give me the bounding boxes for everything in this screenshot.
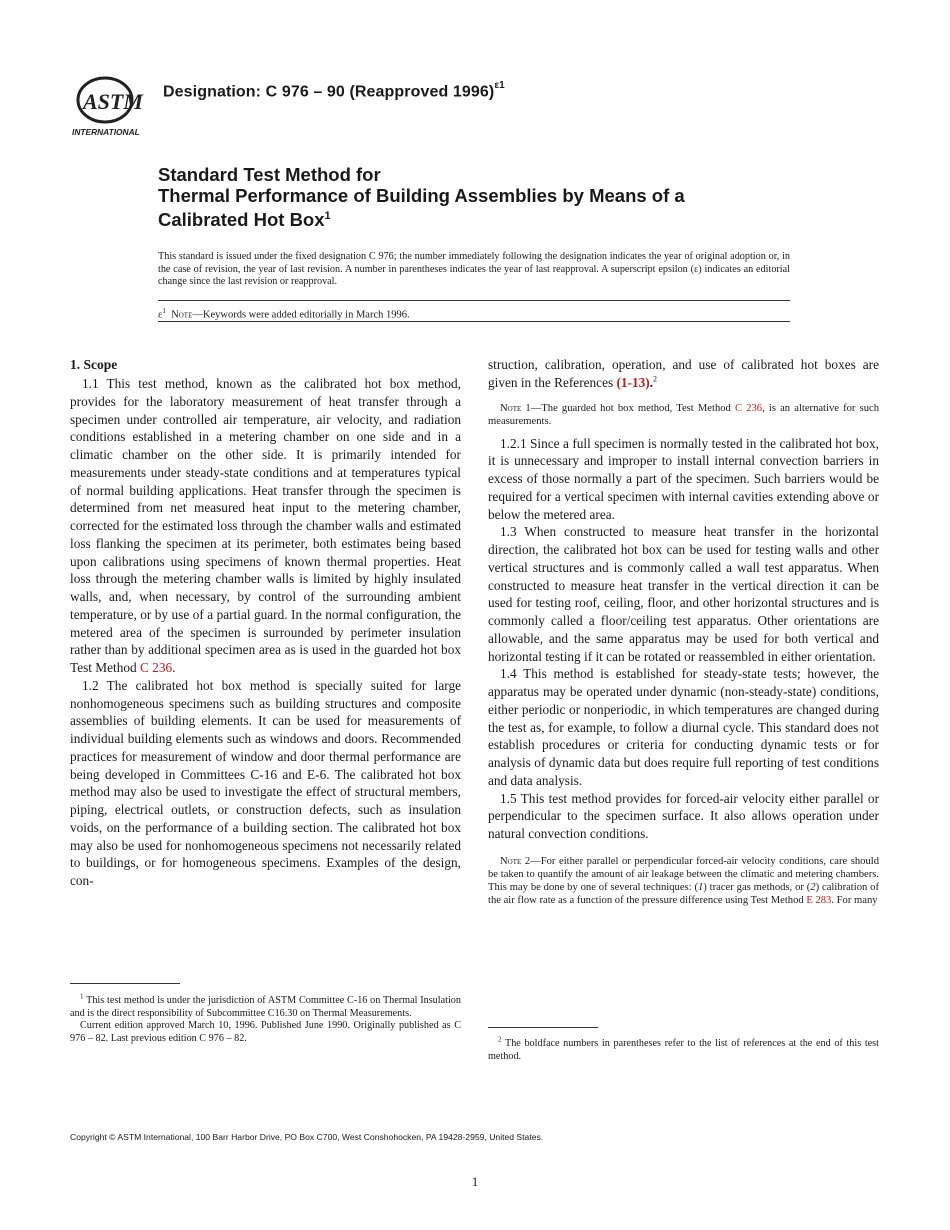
footnote-1 — [70, 992, 461, 1020]
footnote-rule-right — [488, 1027, 598, 1028]
note-2 — [488, 855, 879, 907]
footnotes-left — [70, 992, 461, 1045]
paragraph-1-1-end: . — [172, 660, 176, 675]
title-line-2: Thermal Performance of Building Assemblies by Means of a — [158, 184, 685, 206]
references-link[interactable]: (1-13) — [616, 374, 650, 390]
designation — [163, 82, 505, 101]
paragraph-1-2-continued — [488, 356, 879, 392]
paragraph-1-1 — [70, 375, 461, 677]
astm-logo-icon — [70, 73, 152, 139]
note-2-item-2: 2 — [810, 881, 816, 893]
footnote-rule-left — [70, 983, 180, 984]
title-line-3-text: Calibrated Hot Box — [158, 209, 325, 231]
footnote-1-mark: 1 — [80, 992, 84, 1001]
document-title — [158, 165, 858, 231]
paragraph-1-2-cont-end: . — [649, 374, 654, 390]
footnote-1b: Current edition approved March 10, 1996. Published June 1990. Originally published as C 976 – 82. Last previous edition C 976 – 82. — [70, 1020, 461, 1044]
note-2-text-b: ) tracer gas methods, or ( — [703, 881, 811, 893]
preamble-rule-bottom — [158, 321, 790, 322]
note-1-text-a: 1—The guarded hot box method, Test Method — [521, 402, 735, 414]
designation-sup: ε1 — [494, 80, 505, 91]
paragraph-1-3: 1.3 When constructed to measure heat transfer in the horizontal direction, the calibrated hot box can be used for testing walls and other vertical structures and is commonly called a wall test apparatus. When constructed to measure heat transfer in the vertical direction it can be used for testing roof, ceiling, floor, and other horizontal structures and is commonly called a floor/ceiling test apparatus. Other orientations are allowable, and the same apparatus may be used for both vertical and horizontal testing if it can be rotated or reassembled in either orientation. — [488, 524, 879, 664]
preamble-rule-top — [158, 300, 790, 301]
designation-text: Designation: C 976 – 90 (Reapproved 1996) — [163, 83, 495, 101]
epsilon-symbol: ε — [158, 309, 163, 321]
note-2-text-c: ) calibration of the air flow rate as a function of the pressure difference using Test Method — [488, 881, 879, 906]
note-2-label: Note — [500, 855, 522, 867]
epsilon-sup: 1 — [162, 307, 166, 315]
preamble: This standard is issued under the fixed designation C 976; the number immediately following the designation indicates the year of original adoption or, in the case of revision, the year of last revision. A number in parentheses indicates the year of last reapproval. A superscript epsilon (ε) indicates an editorial change since the last revision or reapproval. — [158, 251, 790, 288]
editorial-note-text: —Keywords were added editorially in March 1996. — [192, 309, 410, 321]
right-column — [488, 356, 879, 914]
footnote-1-text: This test method is under the jurisdiction of ASTM Committee C-16 on Thermal Insulation and is the direct responsibility of Subcommittee C16.30 on Thermal Measurements. — [70, 995, 461, 1019]
paragraph-1-1-text: 1.1 This test method, known as the calibrated hot box method, provides for the laboratory measurement of heat transfer through a specimen under controlled air temperature, air velocity, and radiation conditions established in a metering chamber on one side and in a climatic chamber on the other side. It is primarily intended for measurements under steady-state conditions and at temperatures typical of normal building applications. Heat transfer through the specimen is determined from net measured heat input to the metering chamber, corrected for the estimated loss through the chamber walls and estimated loss flanking the specimen at its perimeter, both estimates being based upon calibrations using specimens of known thermal properties. Heat loss through the metering chamber walls is limited by highly insulated walls, and, when necessary, by control of the surrounding ambient temperature, or by use of a partial guard. In the normal configuration, the metered area of the specimen is surrounded by perimeter insulation rather than by additional specimen area as is used in the guarded hot box Test Method — [70, 376, 461, 675]
paragraph-1-5: 1.5 This test method provides for forced-air velocity either parallel or perpendicular to the specimen surface. It also allows operation under natural convection conditions. — [488, 790, 879, 841]
scope-heading: 1. Scope — [70, 357, 118, 372]
footnotes-right — [488, 1035, 879, 1063]
paragraph-1-4: 1.4 This method is established for steady-state tests; however, the apparatus may be operated under dynamic (non-steady-state) conditions, either periodic or nonperiodic, in which temperatures are changed during the test as, for example, to follow a diurnal cycle. This standard does not establish procedures or criteria for conducting dynamic tests or for analysis of dynamic data but does require full reporting of test conditions and data analysis. — [488, 666, 879, 788]
footnote-2-text: The boldface numbers in parentheses refer to the list of references at the end of this test method. — [488, 1038, 879, 1062]
note-2-item-1: 1 — [697, 881, 704, 893]
logo-letters: ASTM — [83, 89, 143, 114]
title-line-1: Standard Test Method for — [158, 164, 381, 185]
footnote-2 — [488, 1035, 879, 1063]
note-1-label: Note — [500, 402, 522, 414]
paragraph-1-2-1: 1.2.1 Since a full specimen is normally tested in the calibrated hot box, it is unnecessary and improper to install internal convection barriers in excess of those normally a part of the specimen. Such barriers would be required for a vertical specimen with internal cavities extending above or below the metered area. — [488, 435, 879, 522]
left-column — [70, 356, 461, 890]
note-1-text-b: , is an alternative for such measurements. — [488, 402, 879, 427]
paragraph-1-2-cont-text: struction, calibration, operation, and use of calibrated hot boxes are given in the References — [488, 357, 879, 390]
note-1-link-c236[interactable]: C 236 — [735, 402, 763, 414]
footnote-2-ref: 2 — [653, 374, 658, 384]
editorial-note — [158, 307, 410, 321]
paragraph-1-2: 1.2 The calibrated hot box method is specially suited for large nonhomogeneous specimens such as building structures and composite assemblies of building elements. It can be used for measurements of individual building elements such as windows and doors. Recommended practices for measurement of window and door thermal performance are being developed in Committees C-16 and E-6. The calibrated hot box method may also be used to investigate the effect of structural members, piping, electrical outlets, or construction defects, such as insulation voids, on the performance of a building section. The calibrated hot box may also be used for nonhomogeneous specimens not necessarily related to buildings, or for homogeneous specimens. Examples of the design, con- — [70, 677, 461, 888]
note-1 — [488, 402, 879, 428]
note-2-text-a: 2—For either parallel or perpendicular forced-air velocity conditions, care should be taken to quantify the amount of air leakage between the climatic and metering chambers. This may be done by one of several techniques: ( — [488, 855, 879, 893]
footnote-2-mark: 2 — [498, 1035, 502, 1044]
note-label: Note — [171, 309, 193, 321]
title-footnote-ref: 1 — [324, 210, 331, 222]
logo-international: INTERNATIONAL — [72, 127, 140, 137]
copyright: Copyright © ASTM International, 100 Barr Harbor Drive, PO Box C700, West Conshohocken, PA 19428-2959, United States. — [70, 1132, 544, 1142]
page-number: 1 — [471, 1174, 479, 1189]
note-2-link-e283[interactable]: E 283 — [806, 894, 832, 906]
link-c236[interactable]: C 236 — [139, 660, 173, 675]
title-line-3 — [158, 206, 858, 231]
note-2-text-d: . For many — [831, 894, 878, 906]
